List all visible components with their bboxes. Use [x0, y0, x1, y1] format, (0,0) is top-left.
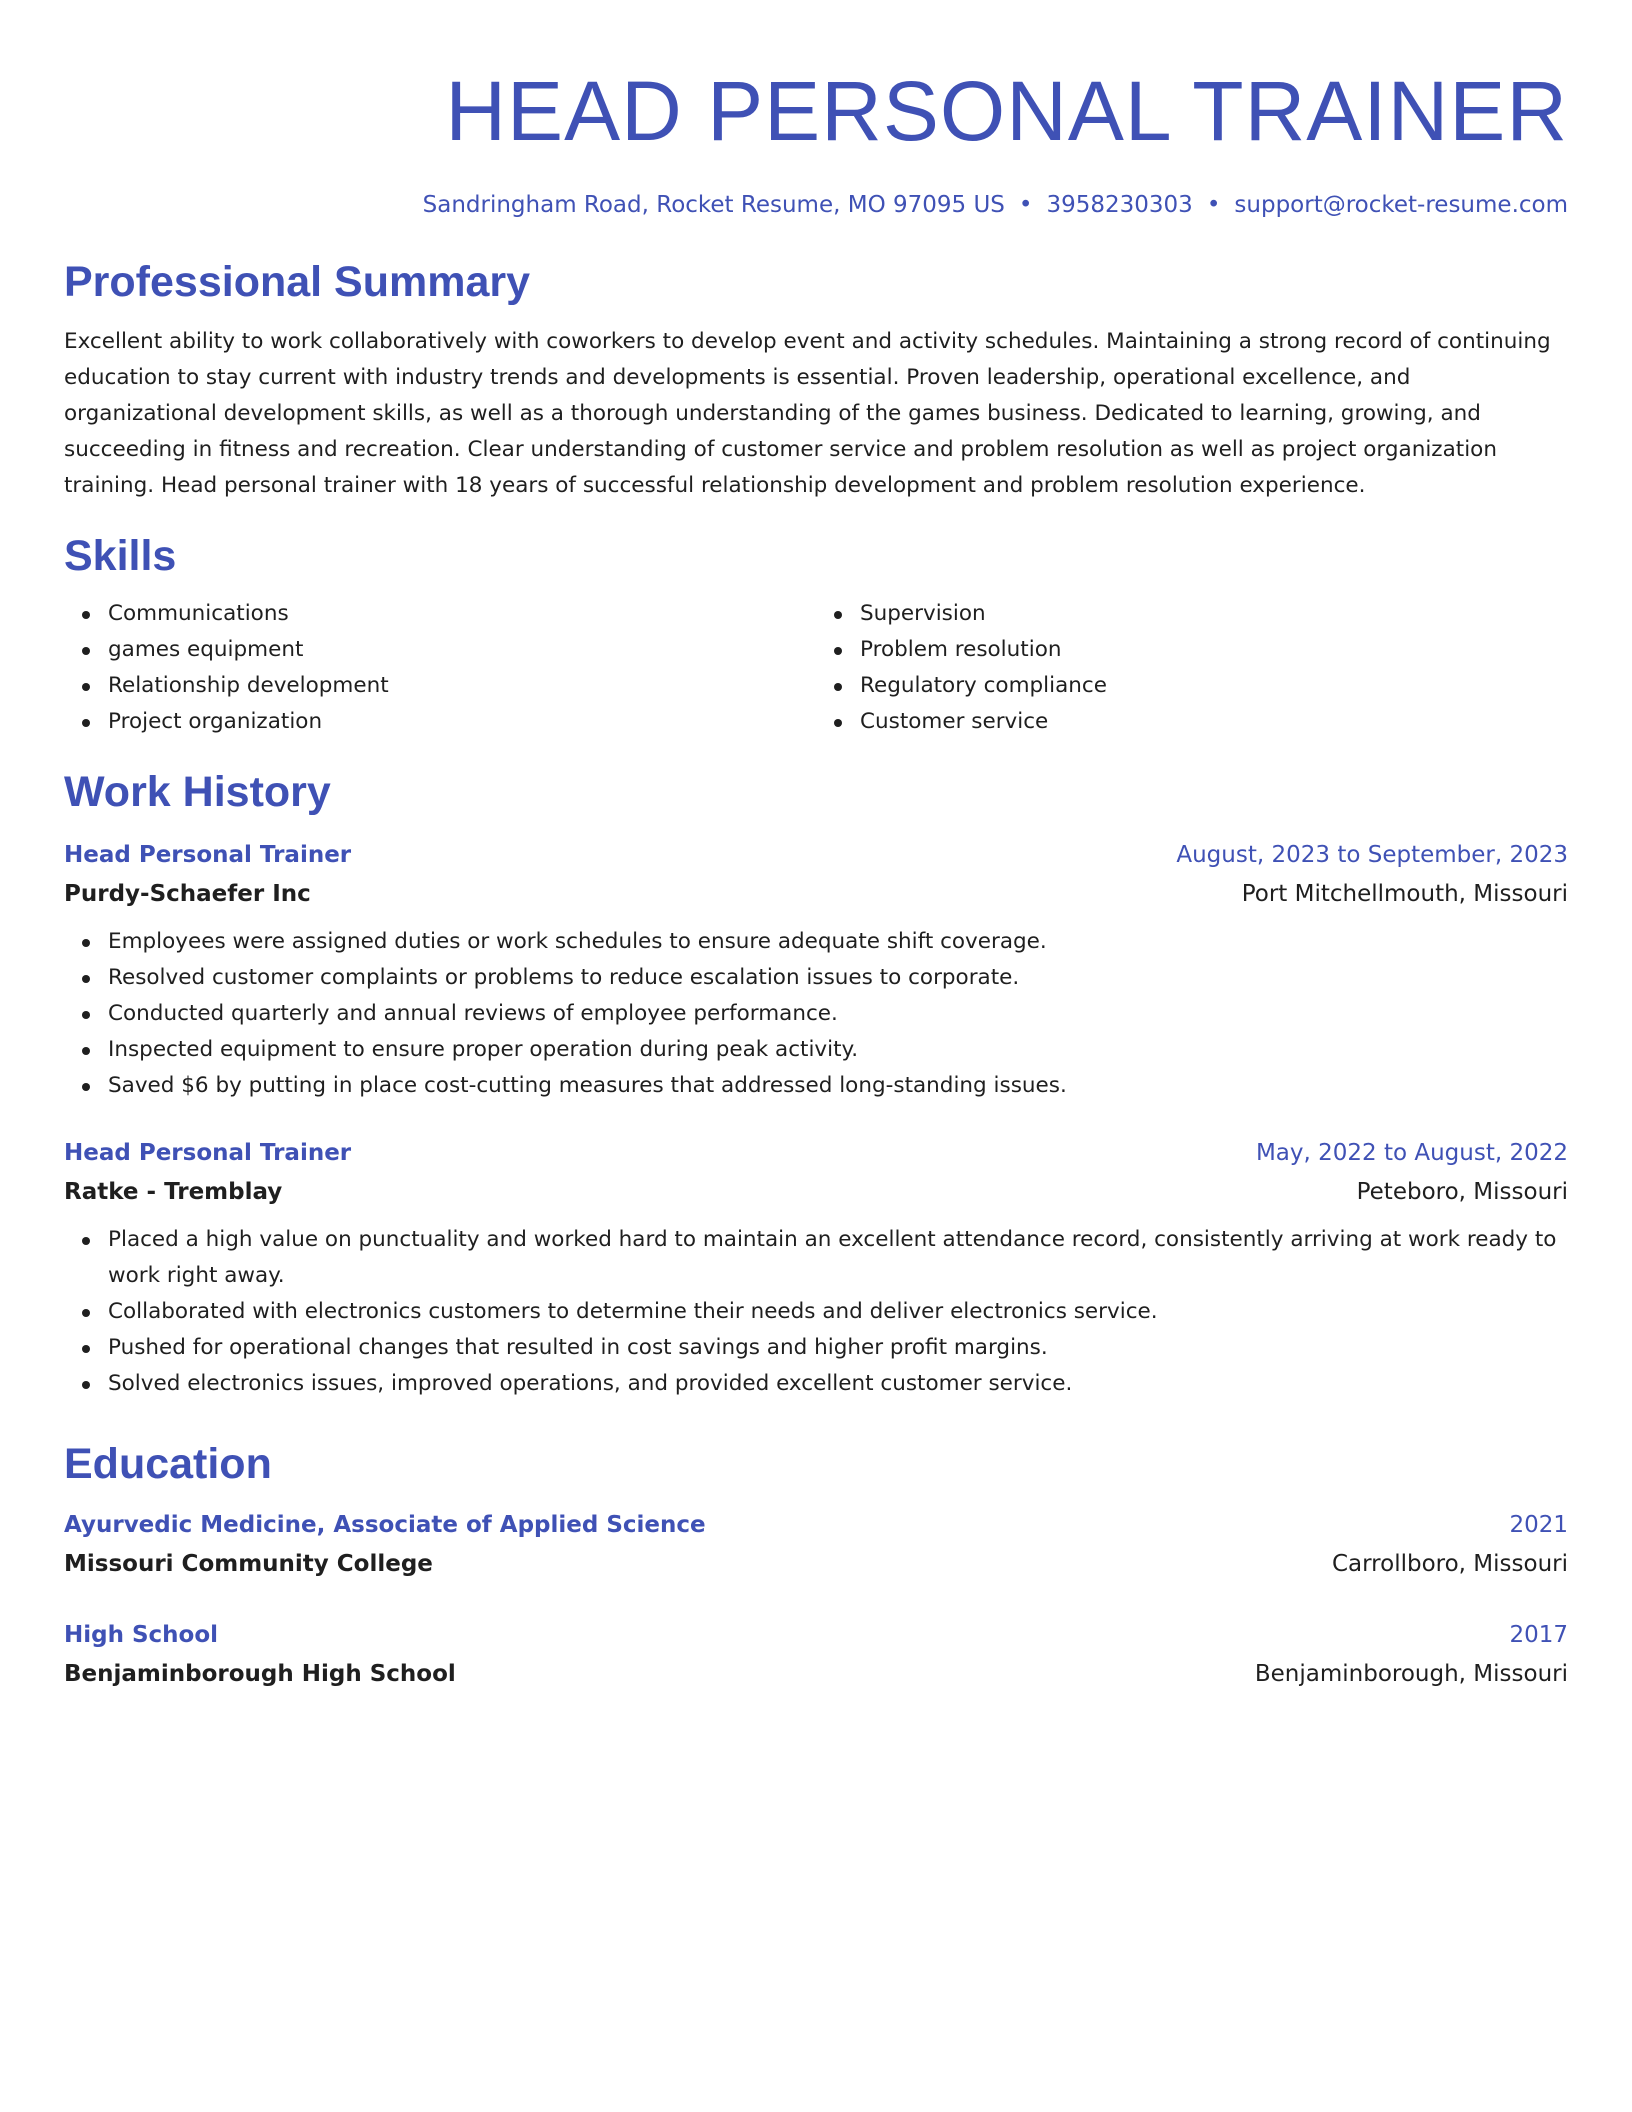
- contact-phone[interactable]: 3958230303: [1046, 192, 1193, 218]
- section-title-skills: Skills: [64, 532, 177, 580]
- job-bullet: Conducted quarterly and annual reviews of employee performance.: [108, 996, 1568, 1032]
- contact-line: [64, 188, 1568, 222]
- job-bullet: Saved $6 by putting in place cost-cutting measures that addressed long-standing issues.: [108, 1068, 1568, 1104]
- job-bullet: Pushed for operational changes that resulted in cost savings and higher profit margins.: [108, 1330, 1568, 1366]
- job-bullet: Solved electronics issues, improved operations, and provided excellent customer service.: [108, 1366, 1568, 1402]
- job-entry: [64, 836, 1568, 1104]
- skill-item: Customer service: [860, 704, 1568, 740]
- skill-item: Relationship development: [108, 668, 816, 704]
- job-entry: [64, 1134, 1568, 1402]
- section-title-summary: Professional Summary: [64, 258, 531, 306]
- resume-name-heading: HEAD PERSONAL TRAINER: [445, 64, 1568, 158]
- education-entry: [64, 1616, 1568, 1694]
- skills-list: [64, 596, 1568, 740]
- job-bullet: Resolved customer complaints or problems to reduce escalation issues to corporate.: [108, 960, 1568, 996]
- job-bullets: [64, 924, 1568, 1104]
- section-title-education: Education: [64, 1440, 272, 1488]
- job-bullet: Placed a high value on punctuality and worked hard to maintain an excellent attendance record, consistently arriving at work ready to work right away.: [108, 1222, 1568, 1294]
- skill-item: Problem resolution: [860, 632, 1568, 668]
- job-title: Head Personal Trainer: [64, 842, 352, 868]
- job-bullet: Employees were assigned duties or work schedules to ensure adequate shift coverage.: [108, 924, 1568, 960]
- contact-separator: •: [1018, 192, 1033, 218]
- contact-address: Sandringham Road, Rocket Resume, MO 97095 US: [422, 192, 1005, 218]
- education-degree: High School: [64, 1622, 219, 1648]
- job-dates: August, 2023 to September, 2023: [1176, 842, 1568, 868]
- education-entry: [64, 1506, 1568, 1584]
- job-title: Head Personal Trainer: [64, 1140, 352, 1166]
- skill-item: Communications: [108, 596, 816, 632]
- education-location: Benjaminborough, Missouri: [1254, 1661, 1568, 1687]
- skill-item: Regulatory compliance: [860, 668, 1568, 704]
- section-title-work-history: Work History: [64, 768, 331, 816]
- job-company: Ratke - Tremblay: [64, 1179, 283, 1205]
- skill-item: Project organization: [108, 704, 816, 740]
- job-bullet: Inspected equipment to ensure proper operation during peak activity.: [108, 1032, 1568, 1068]
- skill-item: Supervision: [860, 596, 1568, 632]
- job-bullets: [64, 1222, 1568, 1402]
- skills-column-right: [816, 596, 1568, 740]
- job-dates: May, 2022 to August, 2022: [1255, 1140, 1568, 1166]
- job-company: Purdy-Schaefer Inc: [64, 881, 311, 907]
- contact-separator: •: [1206, 192, 1221, 218]
- education-year: 2017: [1509, 1622, 1568, 1648]
- job-bullet: Collaborated with electronics customers to determine their needs and deliver electronics service.: [108, 1294, 1568, 1330]
- skill-item: games equipment: [108, 632, 816, 668]
- education-year: 2021: [1509, 1512, 1568, 1538]
- skills-column-left: [64, 596, 816, 740]
- education-degree: Ayurvedic Medicine, Associate of Applied Science: [64, 1512, 706, 1538]
- education-school: Missouri Community College: [64, 1551, 433, 1577]
- summary-text: Excellent ability to work collaboratively with coworkers to develop event and activity schedules. Maintaining a strong record of continuing education to stay current with industry trends and developments is essential. Proven leadership, operational excellence, and organizational development skills, as well as a thorough understanding of the games business. Dedicated to learning, growing, and succeeding in fitness and recreation. Clear understanding of customer service and problem resolution as well as project organization training. Head personal trainer with 18 years of successful relationship development and problem resolution experience.: [64, 329, 1551, 498]
- job-location: Peteboro, Missouri: [1356, 1179, 1568, 1205]
- job-location: Port Mitchellmouth, Missouri: [1241, 881, 1568, 907]
- education-location: Carrollboro, Missouri: [1331, 1551, 1568, 1577]
- education-school: Benjaminborough High School: [64, 1661, 456, 1687]
- contact-email[interactable]: support@rocket-resume.com: [1234, 192, 1568, 218]
